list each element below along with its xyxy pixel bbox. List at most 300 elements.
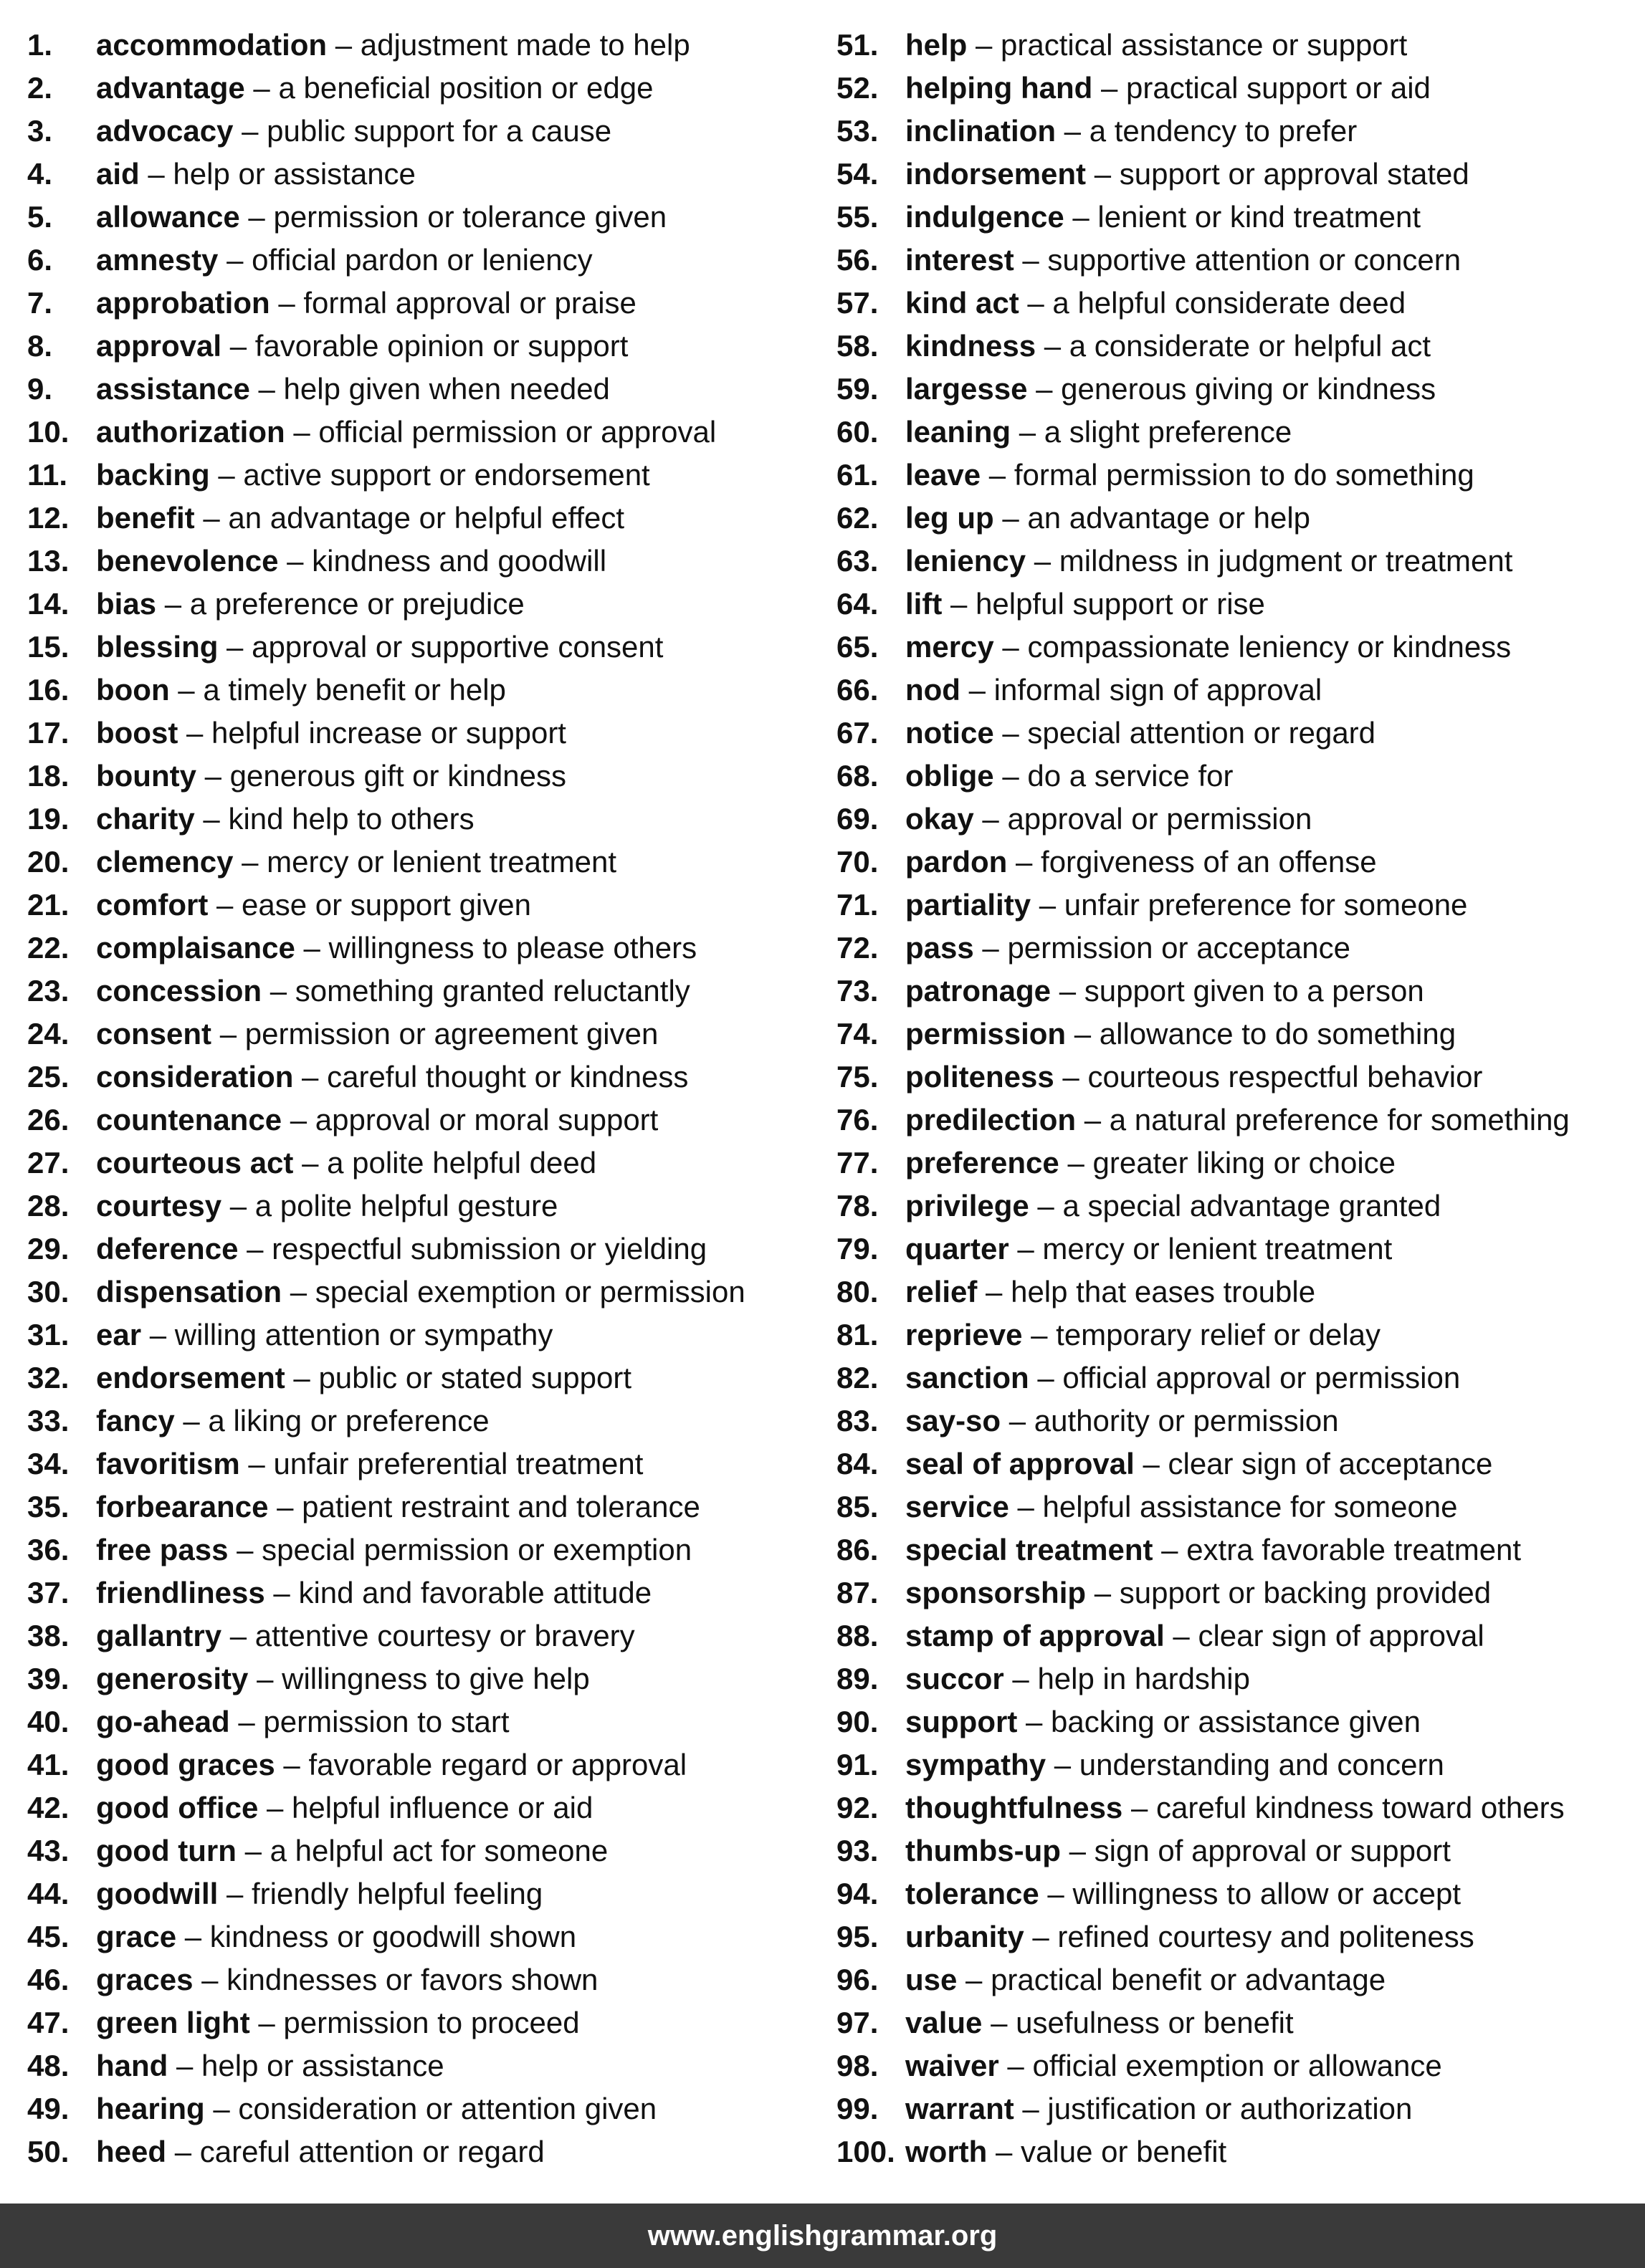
item-term: sanction [905, 1361, 1029, 1394]
item-definition: favorable opinion or support [254, 329, 629, 363]
item-term: advocacy [96, 114, 234, 148]
item-separator: – [166, 2135, 200, 2168]
item-separator: – [194, 802, 229, 836]
item-separator: – [169, 673, 204, 707]
item-separator: – [1122, 1791, 1156, 1824]
item-term: blessing [96, 630, 219, 664]
item-number: 14. [27, 587, 70, 621]
item-separator: – [168, 2049, 202, 2082]
item-definition: careful attention or regard [199, 2135, 545, 2168]
list-item [836, 583, 1639, 626]
item-separator: – [236, 1834, 270, 1867]
list-item [27, 110, 830, 153]
item-separator: – [1086, 1576, 1120, 1609]
item-separator: – [156, 587, 190, 621]
item-term: ear [96, 1318, 142, 1351]
item-number: 81. [836, 1318, 879, 1351]
list-item [27, 2044, 830, 2087]
list-item [836, 110, 1639, 153]
list-item [836, 1786, 1639, 1829]
item-term: thumbs-up [905, 1834, 1061, 1867]
list-item [836, 1185, 1639, 1228]
item-term: predilection [905, 1103, 1077, 1137]
item-separator: – [1054, 1060, 1088, 1094]
list-item [836, 2001, 1639, 2044]
item-separator: – [1019, 286, 1053, 320]
item-definition: a tendency to prefer [1089, 114, 1358, 148]
list-item [27, 196, 830, 239]
list-item [836, 1442, 1639, 1485]
item-definition: permission or agreement given [244, 1017, 659, 1051]
item-number: 74. [836, 1017, 879, 1051]
item-term: deference [96, 1232, 239, 1265]
item-number: 40. [27, 1705, 70, 1738]
list-item [27, 841, 830, 884]
list-item [836, 884, 1639, 927]
item-separator: – [327, 28, 361, 62]
item-number: 21. [27, 888, 70, 922]
item-separator: – [1066, 1017, 1100, 1051]
list-item [836, 1228, 1639, 1271]
item-number: 43. [27, 1834, 70, 1867]
item-separator: – [1046, 1748, 1079, 1781]
item-definition: courteous respectful behavior [1087, 1060, 1483, 1094]
item-separator: – [1022, 1318, 1057, 1351]
item-definition: kindness and goodwill [312, 544, 607, 578]
item-term: bias [96, 587, 157, 621]
item-number: 86. [836, 1533, 879, 1566]
item-term: courtesy [96, 1189, 222, 1222]
item-separator: – [942, 587, 976, 621]
item-definition: compassionate leniency or kindness [1027, 630, 1512, 664]
item-term: good office [96, 1791, 259, 1824]
item-number: 53. [836, 114, 879, 148]
item-term: endorsement [96, 1361, 285, 1394]
list-item [27, 1314, 830, 1357]
item-term: pass [905, 931, 974, 965]
item-term: good turn [96, 1834, 237, 1867]
item-separator: – [1076, 1103, 1110, 1137]
list-item [27, 540, 830, 583]
item-term: privilege [905, 1189, 1029, 1222]
item-definition: permission to proceed [283, 2006, 580, 2039]
item-definition: approval or permission [1007, 802, 1312, 836]
item-definition: authority or permission [1034, 1404, 1339, 1437]
item-separator: – [998, 2049, 1033, 2082]
item-term: lift [905, 587, 943, 621]
list-item [27, 1013, 830, 1056]
item-number: 20. [27, 845, 70, 879]
item-number: 19. [27, 802, 70, 836]
list-item [27, 1915, 830, 1958]
item-separator: – [282, 1103, 315, 1137]
item-separator: – [1092, 71, 1127, 105]
list-item [27, 669, 830, 712]
item-term: dispensation [96, 1275, 282, 1308]
list-item [836, 368, 1639, 411]
item-definition: support given to a person [1084, 974, 1424, 1008]
item-number: 85. [836, 1490, 879, 1523]
item-number: 90. [836, 1705, 879, 1738]
item-separator: – [221, 329, 255, 363]
item-definition: support or backing provided [1119, 1576, 1492, 1609]
list-item [836, 2044, 1639, 2087]
item-number: 22. [27, 931, 70, 965]
item-definition: kind and favorable attitude [298, 1576, 652, 1609]
item-number: 48. [27, 2049, 70, 2082]
item-number: 17. [27, 716, 70, 750]
item-separator: – [1060, 1834, 1095, 1867]
item-number: 7. [27, 286, 53, 320]
item-separator: – [193, 1963, 227, 1996]
list-item [27, 2087, 830, 2130]
item-definition: a preference or prejudice [189, 587, 525, 621]
item-number: 52. [836, 71, 879, 105]
list-item [27, 239, 830, 282]
list-item [27, 626, 830, 669]
item-separator: – [204, 2092, 239, 2125]
item-definition: something granted reluctantly [295, 974, 690, 1008]
item-definition: willingness to give help [282, 1662, 590, 1695]
item-number: 92. [836, 1791, 879, 1824]
item-number: 23. [27, 974, 70, 1008]
item-term: accommodation [96, 28, 328, 62]
item-number: 32. [27, 1361, 70, 1394]
item-definition: supportive attention or concern [1047, 243, 1462, 277]
item-number: 36. [27, 1533, 70, 1566]
item-definition: generous giving or kindness [1061, 372, 1436, 406]
item-separator: – [196, 759, 230, 793]
item-number: 87. [836, 1576, 879, 1609]
item-term: succor [905, 1662, 1004, 1695]
item-number: 41. [27, 1748, 70, 1781]
item-definition: public or stated support [318, 1361, 632, 1394]
item-separator: – [239, 1447, 274, 1480]
list-item [27, 1872, 830, 1915]
list-item [836, 67, 1639, 110]
item-term: okay [905, 802, 974, 836]
item-definition: generous gift or kindness [229, 759, 566, 793]
item-definition: justification or authorization [1047, 2092, 1413, 2125]
item-definition: lenient or kind treatment [1097, 200, 1421, 234]
item-term: friendliness [96, 1576, 265, 1609]
item-separator: – [268, 1490, 302, 1523]
item-number: 11. [27, 458, 68, 492]
item-definition: refined courtesy and politeness [1057, 1920, 1474, 1953]
list-item [836, 411, 1639, 454]
item-definition: a natural preference for something [1109, 1103, 1570, 1137]
item-term: tolerance [905, 1877, 1039, 1910]
item-number: 39. [27, 1662, 70, 1695]
item-definition: sign of approval or support [1094, 1834, 1451, 1867]
item-separator: – [278, 544, 313, 578]
item-separator: – [993, 716, 1028, 750]
item-number: 99. [836, 2092, 879, 2125]
item-separator: – [293, 1060, 328, 1094]
item-number: 72. [836, 931, 879, 965]
list-column-left [27, 24, 830, 2173]
item-number: 34. [27, 1447, 70, 1480]
item-definition: adjustment made to help [360, 28, 690, 62]
item-term: seal of approval [905, 1447, 1135, 1480]
item-term: mercy [905, 630, 994, 664]
item-number: 15. [27, 630, 70, 664]
item-separator: – [993, 759, 1028, 793]
item-definition: an advantage or help [1027, 501, 1311, 535]
item-number: 69. [836, 802, 879, 836]
item-separator: – [960, 673, 994, 707]
item-definition: mercy or lenient treatment [1042, 1232, 1393, 1265]
list-item [27, 1485, 830, 1528]
item-definition: approval or supportive consent [252, 630, 664, 664]
item-number: 66. [836, 673, 879, 707]
item-separator: – [239, 200, 274, 234]
item-separator: – [1009, 1232, 1043, 1265]
item-number: 78. [836, 1189, 879, 1222]
item-separator: – [1056, 114, 1089, 148]
item-definition: ease or support given [242, 888, 531, 922]
list-item [27, 712, 830, 755]
list-item [836, 325, 1639, 368]
item-term: consent [96, 1017, 212, 1051]
item-definition: special attention or regard [1027, 716, 1376, 750]
item-term: special treatment [905, 1533, 1153, 1566]
item-term: leniency [905, 544, 1026, 578]
item-separator: – [248, 1662, 282, 1695]
item-term: approval [96, 329, 222, 363]
list-item [836, 1314, 1639, 1357]
list-item [836, 1743, 1639, 1786]
item-separator: – [1153, 1533, 1187, 1566]
list-item [27, 1228, 830, 1271]
footer-url[interactable]: www.englishgrammar.org [647, 2220, 998, 2252]
item-number: 71. [836, 888, 879, 922]
list-item [836, 798, 1639, 841]
item-term: free pass [96, 1533, 229, 1566]
item-separator: – [211, 1017, 245, 1051]
item-separator: – [981, 458, 1014, 492]
item-definition: a timely benefit or help [203, 673, 506, 707]
item-definition: greater liking or choice [1092, 1146, 1396, 1180]
item-number: 18. [27, 759, 70, 793]
item-number: 59. [836, 372, 879, 406]
item-definition: official permission or approval [318, 415, 717, 449]
item-definition: unfair preference for someone [1064, 888, 1468, 922]
item-definition: practical assistance or support [1001, 28, 1408, 62]
item-term: urbanity [905, 1920, 1024, 1953]
item-separator: – [233, 114, 267, 148]
list-item [836, 669, 1639, 712]
list-column-right [836, 24, 1639, 2173]
item-separator: – [1086, 157, 1120, 191]
list-item [836, 1872, 1639, 1915]
item-number: 83. [836, 1404, 879, 1437]
list-item [27, 1743, 830, 1786]
item-number: 26. [27, 1103, 70, 1137]
item-definition: a helpful considerate deed [1052, 286, 1406, 320]
item-definition: understanding and concern [1079, 1748, 1444, 1781]
item-number: 97. [836, 2006, 879, 2039]
item-separator: – [285, 1361, 319, 1394]
item-separator: – [258, 1791, 292, 1824]
item-number: 35. [27, 1490, 70, 1523]
item-definition: an advantage or helpful effect [228, 501, 625, 535]
item-separator: – [993, 501, 1028, 535]
item-definition: a helpful act for someone [270, 1834, 609, 1867]
item-number: 51. [836, 28, 879, 62]
item-term: help [905, 28, 968, 62]
item-separator: – [993, 630, 1028, 664]
item-definition: willingness to please others [328, 931, 697, 965]
item-term: go-ahead [96, 1705, 230, 1738]
item-term: indorsement [905, 157, 1087, 191]
item-separator: – [973, 802, 1008, 836]
item-term: graces [96, 1963, 194, 1996]
item-definition: a polite helpful gesture [254, 1189, 558, 1222]
item-term: assistance [96, 372, 250, 406]
item-term: charity [96, 802, 195, 836]
item-term: reprieve [905, 1318, 1023, 1351]
item-term: partiality [905, 888, 1031, 922]
list-item [836, 1528, 1639, 1571]
item-term: quarter [905, 1232, 1009, 1265]
item-definition: practical support or aid [1126, 71, 1431, 105]
item-definition: helpful support or rise [976, 587, 1265, 621]
item-separator: – [293, 1146, 328, 1180]
list-item [27, 755, 830, 798]
item-separator: – [218, 1877, 252, 1910]
item-number: 79. [836, 1232, 879, 1265]
item-definition: kindness or goodwill shown [209, 1920, 577, 1953]
item-term: indulgence [905, 200, 1064, 234]
item-term: interest [905, 243, 1014, 277]
item-definition: temporary relief or delay [1056, 1318, 1381, 1351]
list-item [27, 1571, 830, 1614]
list-item [27, 798, 830, 841]
list-item [836, 497, 1639, 540]
item-number: 95. [836, 1920, 879, 1953]
list-item [27, 325, 830, 368]
list-item [27, 1357, 830, 1399]
item-separator: – [139, 157, 173, 191]
item-number: 13. [27, 544, 70, 578]
item-number: 16. [27, 673, 70, 707]
item-term: inclination [905, 114, 1056, 148]
item-definition: allowance to do something [1099, 1017, 1456, 1051]
item-definition: formal permission to do something [1014, 458, 1474, 492]
item-definition: a considerate or helpful act [1069, 329, 1431, 363]
item-separator: – [1011, 415, 1044, 449]
item-separator: – [973, 931, 1008, 965]
item-definition: forgiveness of an offense [1041, 845, 1377, 879]
item-definition: official approval or permission [1062, 1361, 1461, 1394]
item-term: sponsorship [905, 1576, 1087, 1609]
item-term: concession [96, 974, 262, 1008]
list-item [836, 2130, 1639, 2173]
list-item [836, 1271, 1639, 1314]
item-definition: permission to start [263, 1705, 510, 1738]
footer-bar [0, 2204, 1645, 2268]
list-item [836, 454, 1639, 497]
item-separator: – [194, 501, 229, 535]
list-item [836, 1958, 1639, 2001]
item-separator: – [209, 458, 244, 492]
item-number: 88. [836, 1619, 879, 1652]
list-item [27, 2001, 830, 2044]
item-definition: attentive courtesy or bravery [254, 1619, 635, 1652]
item-definition: public support for a cause [267, 114, 612, 148]
item-term: kindness [905, 329, 1036, 363]
item-separator: – [221, 1619, 255, 1652]
item-term: leaning [905, 415, 1011, 449]
item-definition: a polite helpful deed [327, 1146, 597, 1180]
item-number: 58. [836, 329, 879, 363]
item-number: 98. [836, 2049, 879, 2082]
item-separator: – [1024, 1920, 1058, 1953]
item-term: bounty [96, 759, 196, 793]
item-term: pardon [905, 845, 1008, 879]
item-term: notice [905, 716, 994, 750]
item-number: 29. [27, 1232, 70, 1265]
item-definition: formal approval or praise [303, 286, 636, 320]
item-separator: – [1134, 1447, 1168, 1480]
item-separator: – [1064, 200, 1098, 234]
item-separator: – [967, 28, 1001, 62]
item-term: generosity [96, 1662, 249, 1695]
list-item [27, 67, 830, 110]
item-definition: a beneficial position or edge [278, 71, 654, 105]
list-item [27, 1271, 830, 1314]
item-term: aid [96, 157, 140, 191]
item-definition: backing or assistance given [1051, 1705, 1421, 1738]
list-item [836, 1357, 1639, 1399]
item-separator: – [1007, 845, 1041, 879]
item-number: 65. [836, 630, 879, 664]
item-definition: help or assistance [201, 2049, 444, 2082]
item-number: 93. [836, 1834, 879, 1867]
list-item [836, 153, 1639, 196]
item-definition: clear sign of acceptance [1168, 1447, 1493, 1480]
item-definition: kindnesses or favors shown [227, 1963, 599, 1996]
item-number: 9. [27, 372, 53, 406]
item-number: 31. [27, 1318, 70, 1351]
item-separator: – [1009, 1490, 1043, 1523]
item-number: 62. [836, 501, 879, 535]
item-term: stamp of approval [905, 1619, 1165, 1652]
item-definition: a liking or preference [208, 1404, 490, 1437]
item-number: 94. [836, 1877, 879, 1910]
item-term: gallantry [96, 1619, 222, 1652]
list-item [836, 196, 1639, 239]
item-separator: – [262, 974, 295, 1008]
list-item [27, 1399, 830, 1442]
item-separator: – [1031, 888, 1064, 922]
list-item [836, 1099, 1639, 1142]
item-definition: help in hardship [1037, 1662, 1250, 1695]
item-separator: – [174, 1404, 209, 1437]
item-separator: – [1059, 1146, 1093, 1180]
item-term: backing [96, 458, 210, 492]
item-definition: special permission or exemption [262, 1533, 692, 1566]
item-separator: – [1036, 329, 1069, 363]
item-number: 100. [836, 2135, 895, 2168]
item-separator: – [1029, 1189, 1063, 1222]
item-separator: – [244, 71, 279, 105]
item-definition: extra favorable treatment [1186, 1533, 1522, 1566]
item-definition: official pardon or leniency [252, 243, 593, 277]
list-item [836, 24, 1639, 67]
item-separator: – [982, 2006, 1016, 2039]
